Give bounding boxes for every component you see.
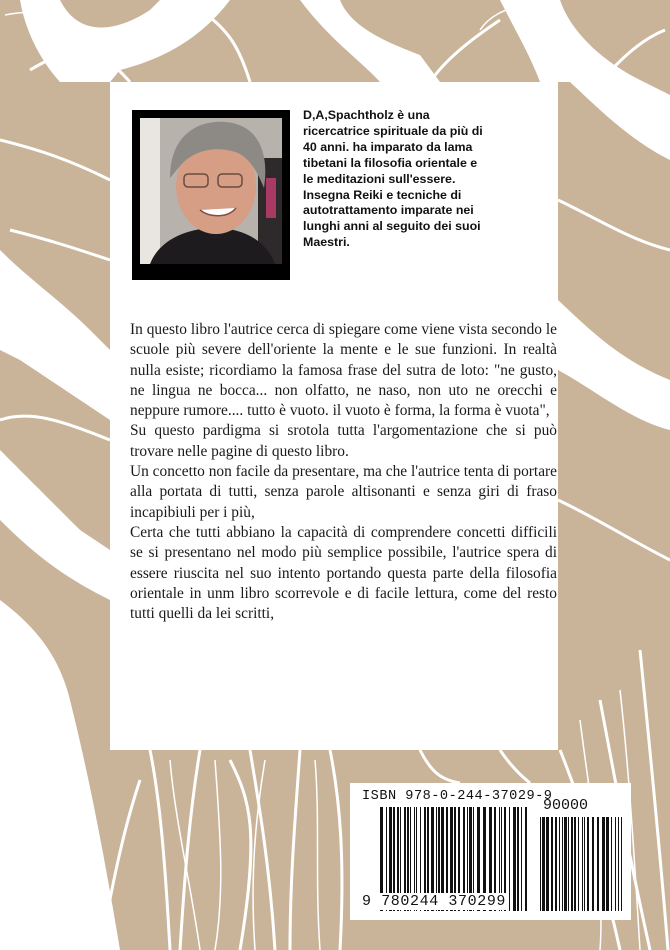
barcode-bar <box>621 817 622 911</box>
barcode-bar <box>587 817 589 911</box>
bio-line: lunghi anni al seguito dei suoi <box>303 219 481 234</box>
barcode-bar <box>546 817 549 911</box>
barcode-bar <box>584 817 585 911</box>
barcode-bar <box>555 817 557 911</box>
back-cover-panel <box>110 82 558 750</box>
barcode-bar <box>571 817 573 911</box>
barcode-bar <box>513 807 516 911</box>
barcode-bar <box>559 817 560 911</box>
isbn-digits: 9 780244 370299 <box>362 893 507 910</box>
barcode-bar <box>525 807 527 911</box>
barcode-bar <box>568 817 569 911</box>
barcode-bar <box>592 817 594 911</box>
description-paragraph: Un concetto non facile da presentare, ma che l'autrice tenta di portare alla portata di tutti, senza parole altisonanti e senza giri di fraso incapibiuli per i più, <box>130 463 557 521</box>
barcode-bar <box>578 817 579 911</box>
price-code: 90000 <box>543 797 589 814</box>
barcode-bar <box>562 817 563 911</box>
bio-line: ricercatrice spirituale da più di <box>303 123 483 138</box>
barcode-bar <box>509 807 510 911</box>
author-bio <box>303 108 551 251</box>
barcode-bar <box>602 817 605 911</box>
bio-line: Insegna Reiki e tecniche di <box>303 187 462 202</box>
barcode-bar <box>542 817 545 911</box>
barcode-bar <box>517 807 519 911</box>
bio-line: Maestri. <box>303 235 350 250</box>
barcode-bar <box>574 817 576 911</box>
barcode-bar <box>564 817 567 911</box>
bio-line: le meditazioni sull'essere. <box>303 171 456 186</box>
barcode-bar <box>618 817 619 911</box>
barcode-bar <box>521 807 522 911</box>
isbn-label: ISBN 978-0-244-37029-9 <box>362 789 553 804</box>
author-photo <box>132 110 290 280</box>
bio-line: 40 anni. ha imparato da lama <box>303 139 473 154</box>
barcode-bar <box>597 817 599 911</box>
description-paragraph: In questo libro l'autrice cerca di spiegare come viene vista secondo le scuole più severe dell'oriente la mente e le sue funzioni. In realtà nulla esiste; ricordiamo la famosa frase del sutra de loto: "ne gusto, ne lingua ne bocca... non olfatto, ne naso, non uto ne orecchi e neppure rumore.... tutto è vuoto. il vuoto è forma, la forma è vuota", <box>130 321 557 420</box>
barcode-bar <box>582 817 583 911</box>
barcode-bar <box>615 817 616 911</box>
bio-line: autotrattamento imparate nei <box>303 203 474 218</box>
bio-line: D,A,Spachtholz è una <box>303 108 430 122</box>
description-paragraph: Certa che tutti abbiano la capacità di comprendere concetti difficili se si presentano nel modo più semplice possibile, l'autrice spera di essere riuscita nel suo intento portando questa parte della filosofia orientale in unm libro scorrevole e di facile lettura, come del resto tutti quelli da lei scritti, <box>130 523 557 623</box>
barcode-bar <box>606 817 609 911</box>
barcode-bar <box>551 817 553 911</box>
description-paragraph: Su questo pardigma si srotola tutta l'argomentazione che si può trovare nelle pagine di questo libro. <box>130 422 557 460</box>
bio-line: tibetani la filosofia orientale e <box>303 155 478 170</box>
isbn-barcode <box>350 783 631 920</box>
barcode-bar <box>611 817 612 911</box>
book-description <box>130 320 557 624</box>
barcode-bar <box>540 817 541 911</box>
